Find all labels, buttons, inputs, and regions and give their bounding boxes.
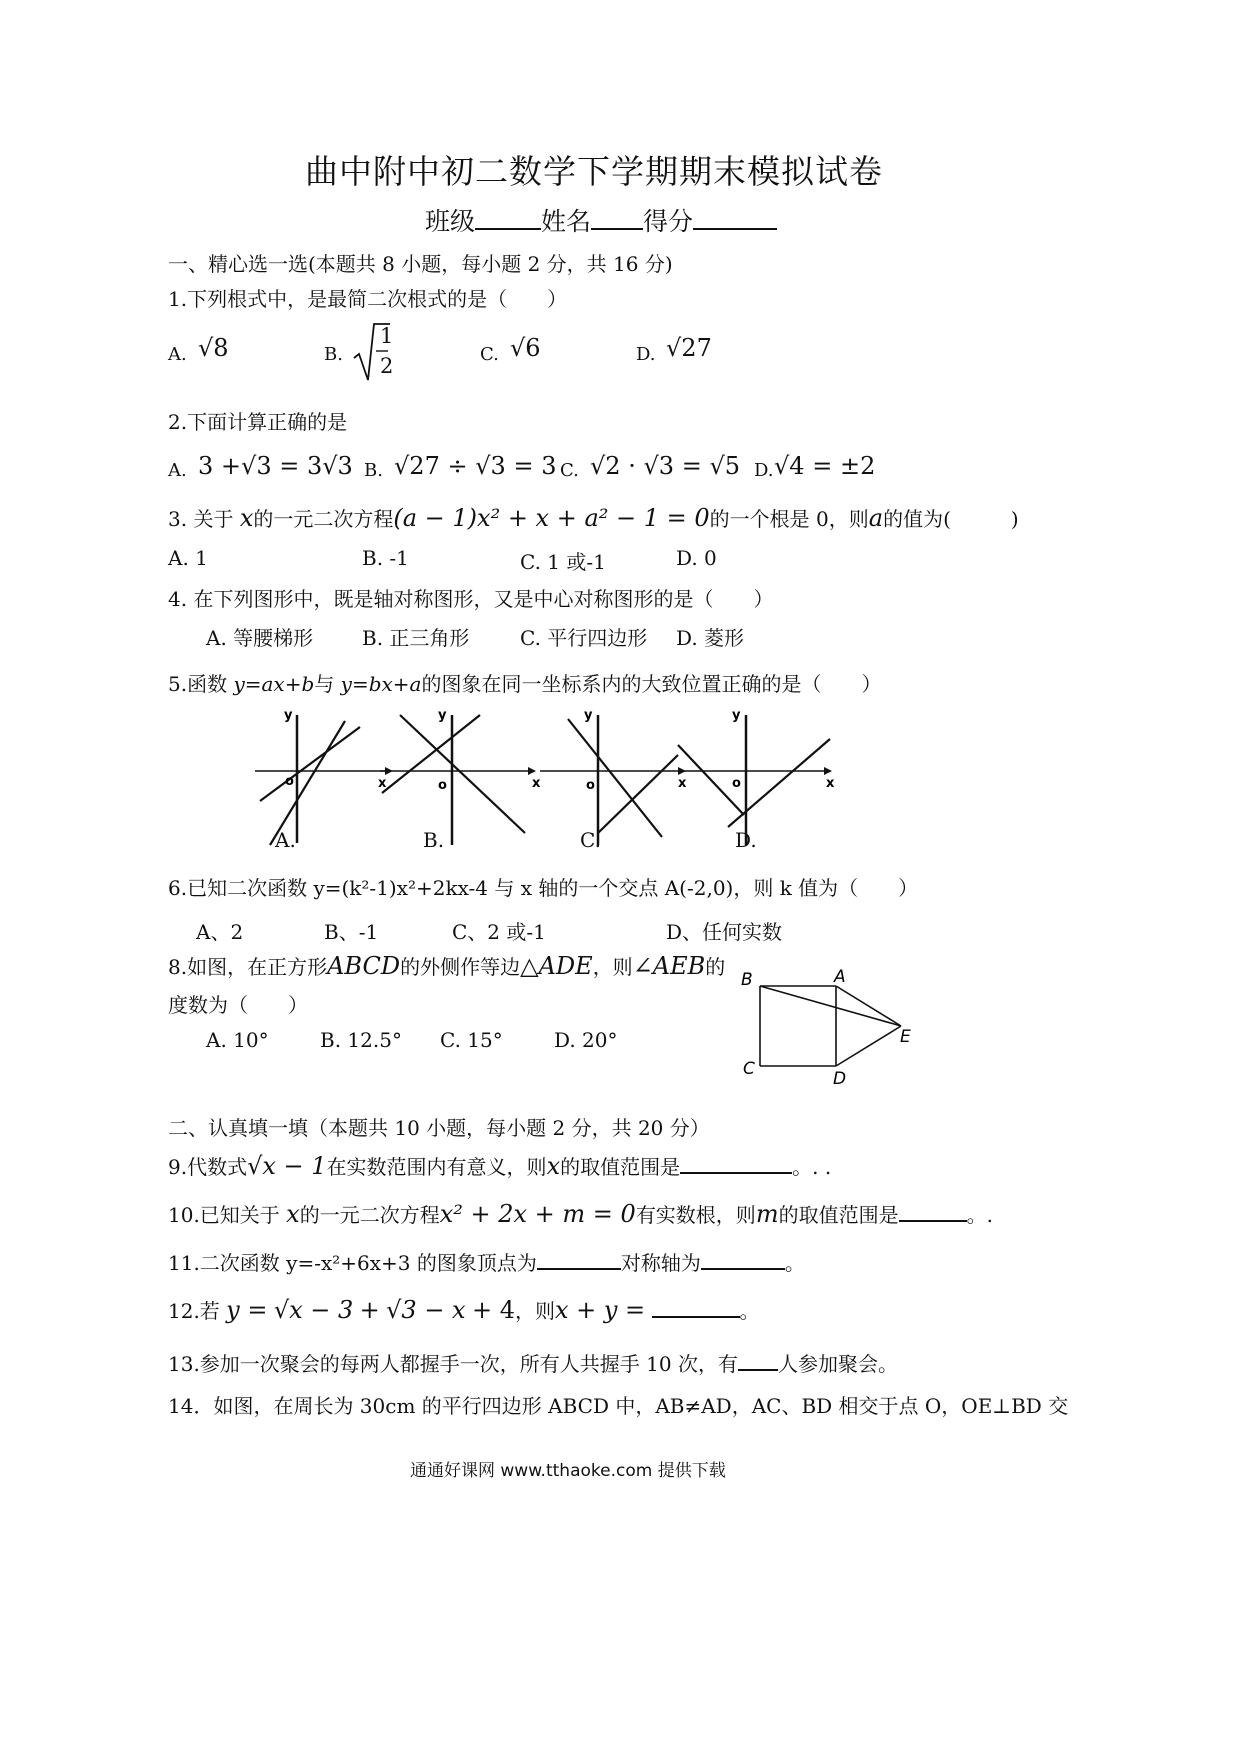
q5-d-y-label: y bbox=[732, 708, 741, 723]
q5-graph-a bbox=[255, 708, 393, 845]
q2-option-d: √4 = ±2 bbox=[774, 452, 876, 480]
q5-label-a: A. bbox=[275, 828, 296, 852]
q3-option-b: B. -1 bbox=[362, 546, 409, 570]
q1-option-a-label: A. bbox=[168, 344, 187, 365]
q8-point-e: E bbox=[900, 1027, 911, 1047]
q1-option-d: √27 bbox=[666, 334, 712, 362]
q5-b-x-label: x bbox=[532, 776, 541, 791]
q5-b-y-label: y bbox=[438, 708, 447, 723]
q5-a-y-label: y bbox=[284, 708, 293, 723]
q8-figure bbox=[735, 960, 935, 1090]
q11-vertex-blank[interactable] bbox=[537, 1246, 621, 1270]
q8-option-b: B. 12.5° bbox=[320, 1028, 402, 1052]
q5-graph-d bbox=[678, 708, 835, 845]
q6-option-d: D、任何实数 bbox=[666, 920, 783, 944]
q2-option-b: √27 ÷ √3 = 3 bbox=[394, 452, 557, 480]
q5-c-x-label: x bbox=[678, 776, 687, 791]
q4-option-b: B. 正三角形 bbox=[362, 626, 470, 650]
q1-option-d-label: D. bbox=[636, 344, 656, 365]
q2-option-d-label: D. bbox=[754, 460, 774, 481]
q4-option-d: D. 菱形 bbox=[676, 626, 745, 650]
q3-stem: 3. 关于 x的一元二次方程(a − 1)x² + x + a² − 1 = 0的一个根是 0，则a的值为( ) bbox=[168, 504, 1019, 532]
q14-stem: 14．如图，在周长为 30cm 的平行四边形 ABCD 中，AB≠AD，AC、BD 相交于点 O，OE⊥BD 交 bbox=[168, 1394, 1069, 1418]
q8-point-c: C bbox=[743, 1059, 755, 1079]
q2-stem: 2.下面计算正确的是 bbox=[168, 410, 348, 434]
q8-point-b: B bbox=[741, 970, 753, 990]
section2-heading: 二、认真填一填（本题共 10 小题，每小题 2 分，共 20 分） bbox=[168, 1116, 710, 1140]
class-blank[interactable] bbox=[475, 206, 541, 230]
q4-stem: 4. 在下列图形中，既是轴对称图形，又是中心对称图形的是（ ） bbox=[168, 587, 774, 611]
q9-stem: 9.代数式√x − 1在实数范围内有意义，则x的取值范围是 。. . bbox=[168, 1152, 832, 1180]
score-blank[interactable] bbox=[693, 206, 777, 230]
q5-c-y-label: y bbox=[584, 708, 593, 723]
q5-label-d: D. bbox=[735, 828, 757, 852]
q2-option-b-label: B. bbox=[364, 460, 383, 481]
name-blank[interactable] bbox=[591, 206, 643, 230]
q2-option-c: √2 · √3 = √5 bbox=[590, 452, 741, 480]
q5-graph-c bbox=[540, 708, 687, 845]
q1-option-a: √8 bbox=[198, 334, 229, 362]
q5-c-origin: o bbox=[586, 778, 595, 793]
q2-option-a: 3 +√3 = 3√3 bbox=[198, 452, 353, 480]
q5-d-origin: o bbox=[732, 776, 741, 791]
q8-point-d: D bbox=[833, 1069, 847, 1089]
q5-a-x-label: x bbox=[378, 776, 387, 791]
score-label: 得分 bbox=[643, 207, 694, 236]
page-title: 曲中附中初二数学下学期期末模拟试卷 bbox=[305, 152, 883, 191]
q12-answer-blank[interactable] bbox=[652, 1294, 740, 1318]
name-label: 姓名 bbox=[541, 207, 592, 236]
q1-option-c: √6 bbox=[510, 334, 541, 362]
q13-answer-blank[interactable] bbox=[738, 1347, 778, 1371]
q3-option-d: D. 0 bbox=[676, 546, 717, 570]
q6-option-a: A、2 bbox=[196, 920, 244, 944]
q12-stem: 12.若 y = √x − 3 + √3 − x + 4，则x + y = 。 bbox=[168, 1296, 760, 1324]
q2-option-c-label: C. bbox=[560, 460, 579, 481]
q1-stem: 1.下列根式中，是最简二次根式的是（ ） bbox=[168, 287, 568, 311]
q8-stem-line2: 度数为（ ） bbox=[168, 993, 308, 1017]
q1-option-c-label: C. bbox=[480, 344, 499, 365]
section1-heading: 一、精心选一选(本题共 8 小题，每小题 2 分，共 16 分) bbox=[168, 252, 673, 276]
q5-label-b: B. bbox=[423, 828, 445, 852]
q1-options bbox=[168, 324, 868, 392]
q9-answer-blank[interactable] bbox=[680, 1150, 792, 1174]
q13-stem: 13.参加一次聚会的每两人都握手一次，所有人共握手 10 次，有 人参加聚会。 bbox=[168, 1347, 898, 1377]
q8-option-d: D. 20° bbox=[554, 1028, 618, 1052]
q5-a-origin: o bbox=[285, 774, 294, 789]
q5-graph-b bbox=[380, 708, 541, 845]
q3-option-c: C. 1 或-1 bbox=[520, 550, 606, 574]
q4-option-c: C. 平行四边形 bbox=[520, 626, 648, 650]
q5-graphs bbox=[250, 705, 850, 855]
q5-b-origin: o bbox=[438, 778, 447, 793]
q8-stem-line1: 8.如图，在正方形ABCD的外侧作等边△ADE，则∠AEB的 bbox=[168, 952, 726, 980]
q6-option-b: B、-1 bbox=[324, 920, 379, 944]
q5-stem: 5.函数 y=ax+b与 y=bx+a的图象在同一坐标系内的大致位置正确的是（ ） bbox=[168, 672, 882, 696]
q8-point-a: A bbox=[834, 967, 846, 987]
class-label: 班级 bbox=[425, 207, 476, 236]
q1-option-b-num: 1 bbox=[380, 324, 394, 348]
q11-axis-blank[interactable] bbox=[701, 1246, 785, 1270]
q2-options bbox=[168, 452, 928, 492]
q2-option-a-label: A. bbox=[168, 460, 187, 481]
q1-option-b-label: B. bbox=[324, 344, 343, 365]
student-info-line bbox=[425, 202, 777, 238]
footer-credit: 通通好课网 www.tthaoke.com 提供下载 bbox=[410, 1461, 726, 1481]
q8-option-a: A. 10° bbox=[206, 1028, 269, 1052]
q8-option-c: C. 15° bbox=[440, 1028, 503, 1052]
q10-stem: 10.已知关于 x的一元二次方程x² + 2x + m = 0有实数根，则m的取值范围是 。. bbox=[168, 1200, 993, 1228]
q5-label-c: C. bbox=[580, 828, 601, 852]
q6-option-c: C、2 或-1 bbox=[452, 920, 546, 944]
q1-option-b-den: 2 bbox=[380, 354, 394, 378]
q4-option-a: A. 等腰梯形 bbox=[206, 626, 314, 650]
q11-stem: 11.二次函数 y=-x²+6x+3 的图象顶点为 对称轴为 。 bbox=[168, 1246, 805, 1276]
q6-stem: 6.已知二次函数 y=(k²-1)x²+2kx-4 与 x 轴的一个交点 A(-2,0)，则 k 值为（ ） bbox=[168, 876, 919, 900]
q3-option-a: A. 1 bbox=[168, 546, 208, 570]
q5-d-x-label: x bbox=[826, 776, 835, 791]
q10-answer-blank[interactable] bbox=[899, 1198, 967, 1222]
